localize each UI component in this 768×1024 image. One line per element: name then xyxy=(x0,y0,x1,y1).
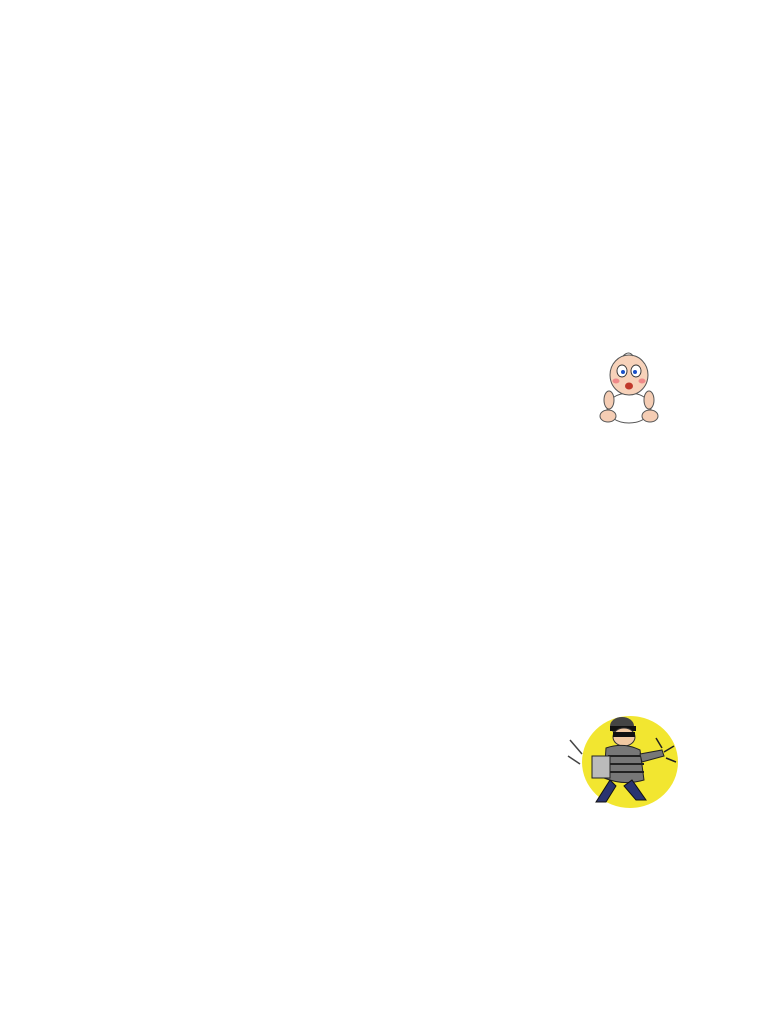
burglar-illustration xyxy=(566,710,684,812)
baby-illustration xyxy=(598,350,660,426)
